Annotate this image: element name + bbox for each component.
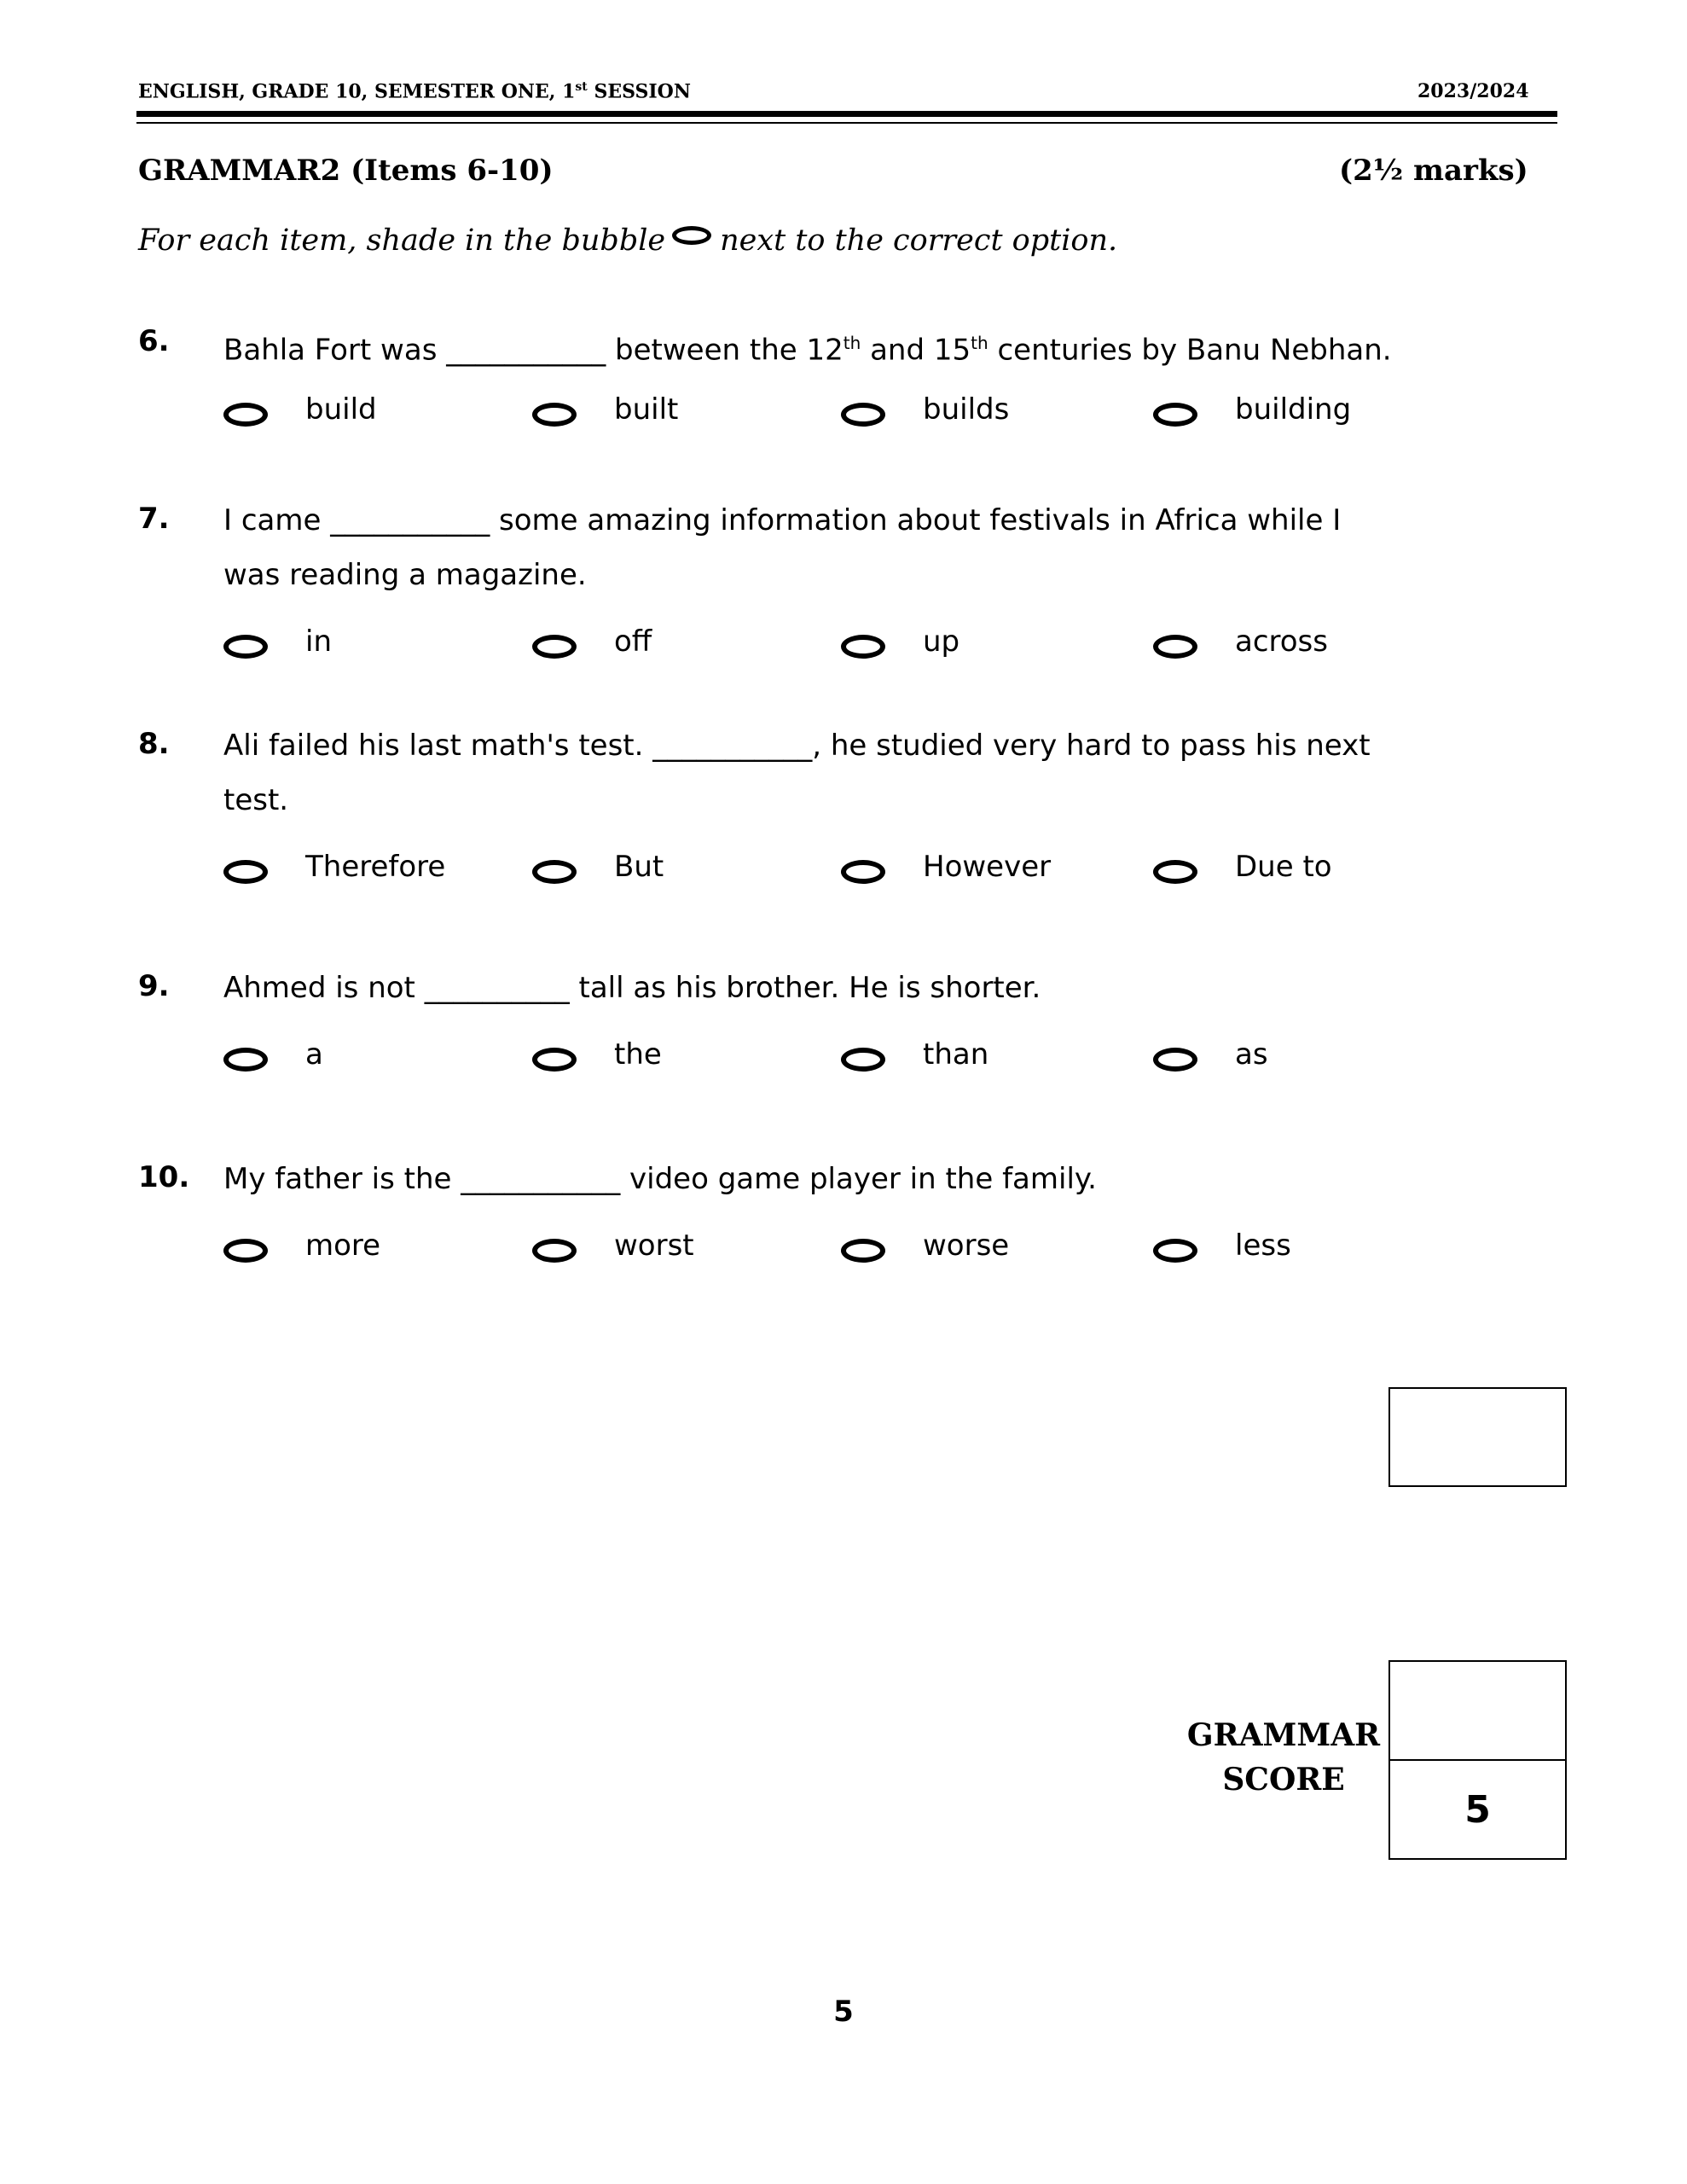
answer-bubble-icon[interactable] bbox=[223, 1239, 268, 1263]
instruction-after: next to the correct option. bbox=[720, 224, 1118, 258]
answer-bubble-icon[interactable] bbox=[532, 403, 577, 427]
question-6-option-a[interactable]: build bbox=[223, 392, 377, 427]
answer-bubble-icon[interactable] bbox=[1153, 1239, 1197, 1263]
question-6-option-d[interactable]: building bbox=[1153, 392, 1351, 427]
answer-bubble-icon[interactable] bbox=[532, 635, 577, 659]
question-9-text: Ahmed is not __________ tall as his brother. He is shorter. bbox=[223, 971, 1041, 1005]
answer-bubble-icon[interactable] bbox=[532, 860, 577, 884]
answer-bubble-icon[interactable] bbox=[841, 860, 885, 884]
answer-bubble-icon[interactable] bbox=[223, 403, 268, 427]
question-6-text: Bahla Fort was ___________ between the 12th and 15th centuries by Banu Nebhan. bbox=[223, 333, 1392, 368]
question-9-option-b[interactable]: the bbox=[532, 1037, 662, 1072]
header-rule-thick bbox=[136, 111, 1557, 117]
bubble-icon bbox=[672, 226, 711, 245]
section-title: GRAMMAR2 (Items 6-10) bbox=[138, 154, 554, 188]
header-rule-thin bbox=[136, 122, 1557, 124]
question-9-option-a[interactable]: a bbox=[223, 1037, 323, 1072]
answer-bubble-icon[interactable] bbox=[223, 635, 268, 659]
answer-bubble-icon[interactable] bbox=[223, 860, 268, 884]
instruction-before: For each item, shade in the bubble bbox=[138, 224, 666, 258]
page-number: 5 bbox=[833, 1995, 854, 2029]
answer-bubble-icon[interactable] bbox=[841, 403, 885, 427]
answer-bubble-icon[interactable] bbox=[841, 1048, 885, 1072]
question-9-option-d[interactable]: as bbox=[1153, 1037, 1268, 1072]
score-max: 5 bbox=[1464, 1787, 1491, 1832]
question-8-option-b[interactable]: But bbox=[532, 850, 664, 884]
answer-bubble-icon[interactable] bbox=[223, 1048, 268, 1072]
question-6-option-c[interactable]: builds bbox=[841, 392, 1009, 427]
grammar-score-label: GRAMMAR SCORE bbox=[1186, 1717, 1381, 1798]
question-10-option-d[interactable]: less bbox=[1153, 1228, 1291, 1263]
question-10-option-a[interactable]: more bbox=[223, 1228, 380, 1263]
question-9-option-c[interactable]: than bbox=[841, 1037, 988, 1072]
question-7-option-d[interactable]: across bbox=[1153, 624, 1328, 659]
question-8-option-a[interactable]: Therefore bbox=[223, 850, 445, 884]
instruction bbox=[138, 224, 1117, 258]
question-10-option-c[interactable]: worse bbox=[841, 1228, 1009, 1263]
answer-bubble-icon[interactable] bbox=[532, 1239, 577, 1263]
answer-bubble-icon[interactable] bbox=[1153, 403, 1197, 427]
question-7-option-a[interactable]: in bbox=[223, 624, 332, 659]
answer-bubble-icon[interactable] bbox=[1153, 635, 1197, 659]
question-8-option-d[interactable]: Due to bbox=[1153, 850, 1332, 884]
marks-box bbox=[1388, 1387, 1567, 1487]
question-8-option-c[interactable]: However bbox=[841, 850, 1051, 884]
question-7-option-c[interactable]: up bbox=[841, 624, 959, 659]
question-9-number: 9. bbox=[138, 969, 170, 1003]
answer-bubble-icon[interactable] bbox=[532, 1048, 577, 1072]
question-8-text: Ali failed his last math's test. ___________, he studied very hard to pass his next test. bbox=[223, 729, 1371, 817]
score-entry-box bbox=[1388, 1660, 1567, 1761]
header-title: ENGLISH, GRADE 10, SEMESTER ONE, 1st SESSION bbox=[138, 80, 691, 103]
answer-bubble-icon[interactable] bbox=[1153, 860, 1197, 884]
section-marks: (2½ marks) bbox=[1339, 154, 1528, 188]
question-10-option-b[interactable]: worst bbox=[532, 1228, 694, 1263]
answer-bubble-icon[interactable] bbox=[1153, 1048, 1197, 1072]
question-7-number: 7. bbox=[138, 502, 170, 536]
question-10-number: 10. bbox=[138, 1160, 190, 1194]
question-6-option-b[interactable]: built bbox=[532, 392, 678, 427]
answer-bubble-icon[interactable] bbox=[841, 635, 885, 659]
question-10-text: My father is the ___________ video game player in the family. bbox=[223, 1162, 1097, 1196]
question-7-text: I came ___________ some amazing information about festivals in Africa while I was reading a magazine. bbox=[223, 503, 1342, 592]
score-max-box bbox=[1388, 1759, 1567, 1860]
question-8-number: 8. bbox=[138, 727, 170, 761]
header-year: 2023/2024 bbox=[1417, 80, 1529, 102]
question-7-option-b[interactable]: off bbox=[532, 624, 652, 659]
answer-bubble-icon[interactable] bbox=[841, 1239, 885, 1263]
question-6-number: 6. bbox=[138, 324, 170, 358]
